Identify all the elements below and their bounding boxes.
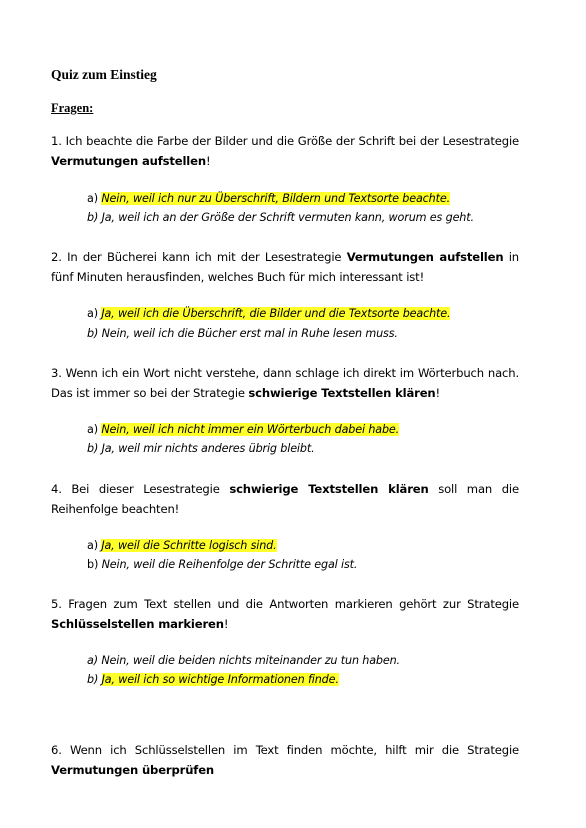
answer-text: Nein, weil die Reihenfolge der Schritte egal ist.	[101, 558, 358, 571]
question-6	[51, 740, 519, 780]
answer-text: Nein, weil ich die Bücher erst mal in Ruhe lesen muss.	[101, 327, 398, 340]
answer-letter: b)	[87, 442, 99, 455]
question-1	[51, 131, 519, 171]
question-4	[51, 479, 519, 519]
question-end: soll man die Reihenfolge beachten!	[51, 482, 519, 516]
answer-letter: a)	[87, 423, 98, 436]
strategy-name: Vermutungen aufstellen	[51, 154, 206, 168]
question-text: 5. Fragen zum Text stellen und die Antworten markieren gehört zur Strategie	[51, 597, 519, 611]
answer-3b	[87, 440, 527, 458]
answer-letter: a)	[87, 192, 98, 205]
question-end: !	[435, 386, 441, 400]
answer-letter: b)	[87, 673, 99, 686]
question-text: 6. Wenn ich Schlüsselstellen im Text finden möchte, hilft mir die Strategie	[51, 743, 519, 757]
strategy-name: Schlüsselstellen markieren	[51, 617, 224, 631]
answer-5a	[87, 652, 527, 670]
answer-text: Ja, weil ich an der Größe der Schrift vermuten kann, worum es geht.	[101, 211, 474, 224]
answer-5b	[87, 671, 527, 689]
question-text: 3. Wenn ich ein Wort nicht verstehe, dann schlage ich direkt im Wörterbuch nach. Das ist immer so bei der Strategie	[51, 366, 519, 400]
question-end: in fünf Minuten herausfinden, welches Buch für mich interessant ist!	[51, 250, 519, 284]
answer-2a	[87, 305, 527, 323]
page-title: Quiz zum Einstieg	[51, 67, 157, 82]
strategy-name: schwierige Textstellen klären	[229, 482, 429, 496]
answer-text: Nein, weil die beiden nichts miteinander zu tun haben.	[101, 654, 400, 667]
answer-letter: a)	[87, 539, 98, 552]
answer-letter: a)	[87, 307, 98, 320]
answer-text-highlighted: Nein, weil ich nicht immer ein Wörterbuch dabei habe.	[101, 423, 400, 436]
question-5	[51, 594, 519, 634]
answer-4b	[87, 556, 527, 574]
question-3	[51, 363, 519, 403]
question-2	[51, 247, 519, 287]
strategy-name: schwierige Textstellen klären	[248, 386, 436, 400]
question-text: 1. Ich beachte die Farbe der Bilder und die Größe der Schrift bei der Lesestrategie	[51, 134, 519, 148]
answer-text: Ja, weil mir nichts anderes übrig bleibt.	[101, 442, 315, 455]
answer-2b	[87, 325, 527, 343]
answer-1a	[87, 190, 527, 208]
answer-1b	[87, 209, 527, 227]
question-end: !	[205, 154, 211, 168]
answer-text-highlighted: Ja, weil ich so wichtige Informationen finde.	[101, 673, 339, 686]
answer-letter: a)	[87, 654, 98, 667]
question-end: !	[223, 617, 229, 631]
answer-text-highlighted: Ja, weil die Schritte logisch sind.	[101, 539, 277, 552]
section-heading: Fragen:	[51, 101, 94, 115]
answer-letter: b)	[87, 211, 99, 224]
strategy-name: Vermutungen überprüfen	[51, 763, 215, 777]
answer-3a	[87, 421, 527, 439]
answer-text-highlighted: Nein, weil ich nur zu Überschrift, Bildern und Textsorte beachte.	[101, 192, 451, 205]
answer-text-highlighted: Ja, weil ich die Überschrift, die Bilder und die Textsorte beachte.	[101, 307, 451, 320]
answer-letter: b)	[87, 558, 99, 571]
question-text: 2. In der Bücherei kann ich mit der Lesestrategie	[51, 250, 347, 264]
answer-letter: b)	[87, 327, 99, 340]
strategy-name: Vermutungen aufstellen	[346, 250, 504, 264]
question-text: 4. Bei dieser Lesestrategie	[51, 482, 230, 496]
answer-4a	[87, 537, 527, 555]
